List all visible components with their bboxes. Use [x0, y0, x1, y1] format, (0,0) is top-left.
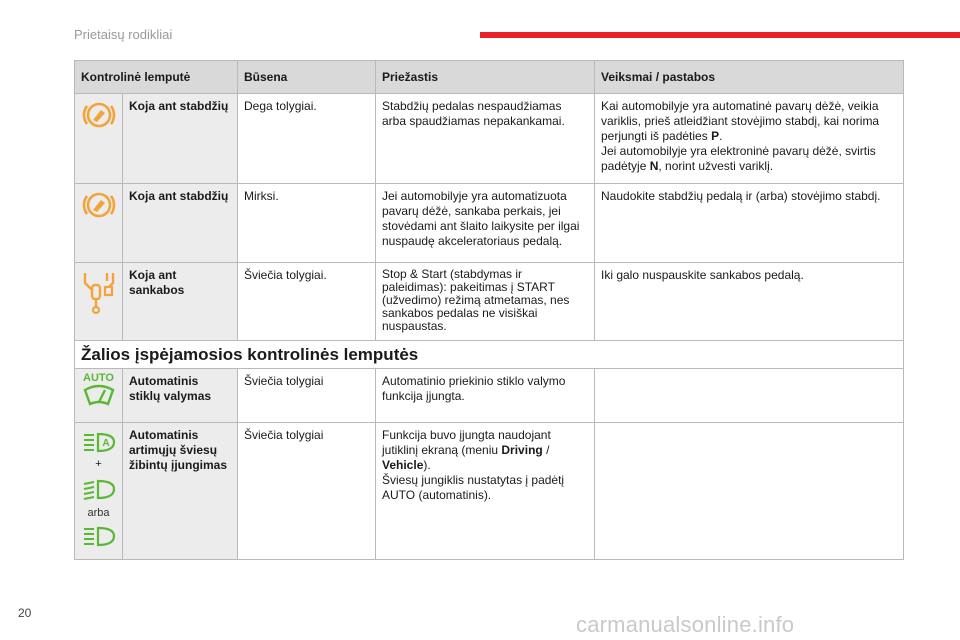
- cause-text: Šviesų jungiklis nustatytas į padėtį AUTO (automatinis).: [382, 473, 565, 502]
- lamp-action: Iki galo nuspauskite sankabos pedalą.: [595, 263, 904, 341]
- windscreen-wiper-icon: [82, 384, 116, 406]
- section-header-row: [75, 341, 904, 369]
- lamp-cause: Jei automobilyje yra automatizuota pavarų dėžė, sankaba perkais, jei stovėdami ant šlaito laikysite per ilgai nuspaudę akceleratoriaus pedalą.: [376, 184, 595, 263]
- table-row: [75, 263, 904, 341]
- action-text: .: [719, 129, 723, 143]
- lamp-cause: Automatinio priekinio stiklo valymo funkcija įjungta.: [376, 369, 595, 423]
- lamp-icon-cell: [75, 184, 123, 263]
- lamp-name: Koja ant sankabos: [123, 263, 238, 341]
- lamp-state: Šviečia tolygiai: [238, 369, 376, 423]
- foot-on-clutch-icon: [81, 269, 117, 315]
- cause-text: Funkcija buvo įjungta naudojant jutiklinį ekraną (meniu: [382, 428, 551, 457]
- lamp-cause: Stabdžių pedalas nespaudžiamas arba spaudžiamas nepakankamai.: [376, 94, 595, 184]
- lamp-state: Dega tolygiai.: [238, 94, 376, 184]
- lamp-action: Naudokite stabdžių pedalą ir (arba) stovėjimo stabdį.: [595, 184, 904, 263]
- dipped-beam-icon: [82, 478, 116, 500]
- column-header-cause: Priežastis: [376, 61, 595, 94]
- section-title: Žalios įspėjamosios kontrolinės lemputės: [75, 341, 904, 369]
- cause-text: /: [542, 443, 550, 457]
- column-header-state: Būsena: [238, 61, 376, 94]
- warning-lamps-table: [74, 60, 904, 560]
- lamp-icon-cell: [75, 369, 123, 423]
- dipped-beam-icon: [82, 525, 116, 547]
- foot-on-brake-icon: [81, 190, 117, 220]
- lamp-action: [595, 369, 904, 423]
- lamp-name: Koja ant stabdžių: [123, 94, 238, 184]
- page-header-title: Prietaisų rodikliai: [74, 27, 173, 42]
- lamp-cause: Stop & Start (stabdymas ir paleidimas): pakeitimas į START (užvedimo) režimą atmetamas, nes sankabos pedalas ne visiškai nuspaustas.: [376, 263, 595, 341]
- action-text: , norint užvesti variklį.: [658, 159, 774, 173]
- lamp-action: [595, 94, 904, 184]
- table-header-row: [75, 61, 904, 94]
- action-bold: N: [649, 159, 659, 173]
- lamp-icon-cell: [75, 94, 123, 184]
- auto-dipped-beam-icon: [82, 431, 116, 453]
- plus-label: +: [95, 458, 102, 470]
- lamp-state: Šviečia tolygiai.: [238, 263, 376, 341]
- menu-vehicle: Vehicle: [382, 458, 424, 472]
- lamp-name: Automatinis stiklų valymas: [123, 369, 238, 423]
- action-text: Kai automobilyje yra automatinė pavarų dėžė, veikia variklis, prieš atleidžiant stovėjimo stabdį, kai norima perjungti iš padėties: [601, 99, 880, 143]
- cause-text: ).: [423, 458, 431, 472]
- watermark: carmanualsonline.info: [576, 612, 795, 637]
- header-accent-bar: [480, 32, 960, 38]
- column-header-lamp: Kontrolinė lemputė: [75, 61, 238, 94]
- table-row: [75, 369, 904, 423]
- lamp-state: Šviečia tolygiai: [238, 423, 376, 560]
- lamp-name: Automatinis artimųjų šviesų žibintų įjungimas: [123, 423, 238, 560]
- lamp-icon-cell: [75, 423, 123, 560]
- table-row: [75, 184, 904, 263]
- table-row: [75, 423, 904, 560]
- table-row: [75, 94, 904, 184]
- auto-label: AUTO: [83, 372, 114, 384]
- lamp-cause: [376, 423, 595, 560]
- or-label: arba: [87, 507, 110, 519]
- lamp-name: Koja ant stabdžių: [123, 184, 238, 263]
- page-number: 20: [18, 606, 32, 620]
- action-text: Jei automobilyje yra elektroninė pavarų dėžė, svirtis padėtyje: [601, 144, 876, 173]
- svg-text:A: A: [101, 438, 110, 449]
- menu-driving: Driving: [501, 443, 543, 457]
- foot-on-brake-icon: [81, 100, 117, 130]
- lamp-icon-cell: [75, 263, 123, 341]
- lamp-state: Mirksi.: [238, 184, 376, 263]
- action-bold: P: [711, 129, 720, 143]
- lamp-action: [595, 423, 904, 560]
- column-header-action: Veiksmai / pastabos: [595, 61, 904, 94]
